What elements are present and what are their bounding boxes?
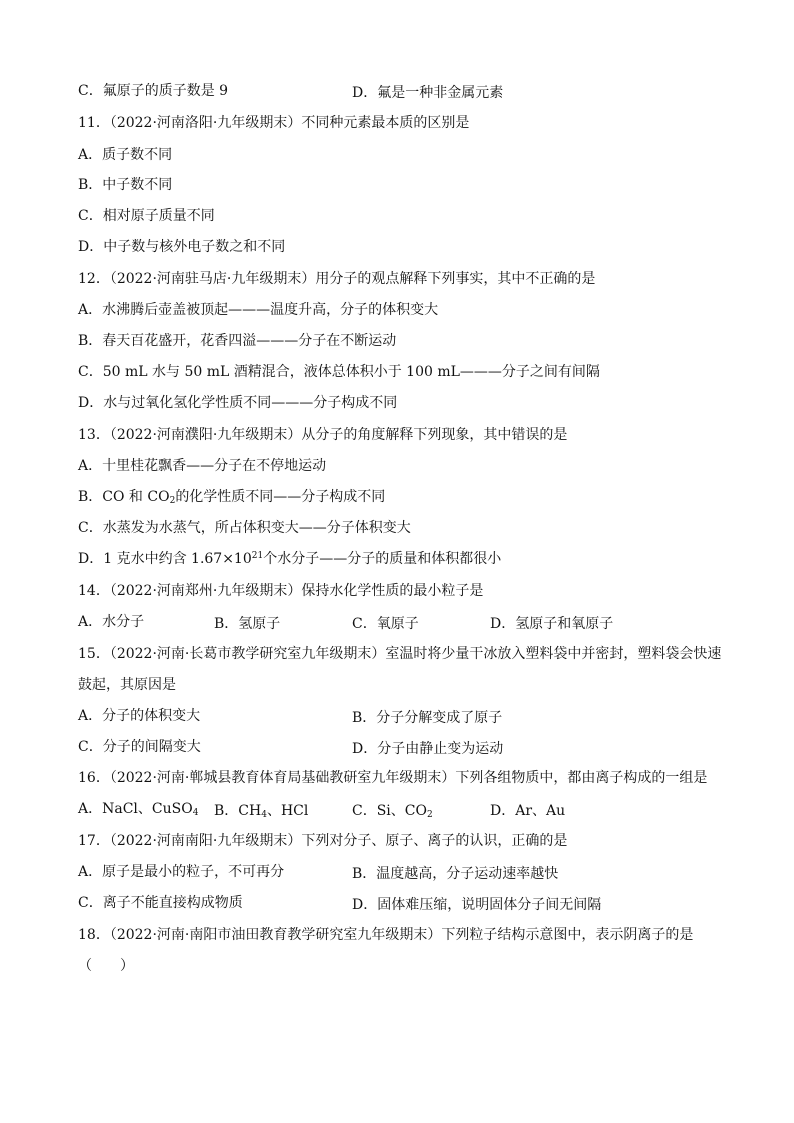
- q16-stem: 16．（2022·河南·郸城县教育体育局基础教研室九年级期末）下列各组物质中，都由离子构成的一组是: [78, 770, 708, 786]
- q13-option-a: A．十里桂花飘香——分子在不停地运动: [78, 458, 327, 474]
- q13-stem: 13．（2022·河南濮阳·九年级期末）从分子的角度解释下列现象，其中错误的是: [78, 427, 568, 443]
- q15-option-c: C．分子的间隔变大: [78, 739, 201, 755]
- q12-option-b: B．春天百花盛开，花香四溢———分子在不断运动: [78, 333, 397, 349]
- q11-option-c: C．相对原子质量不同: [78, 208, 215, 224]
- q17-option-d: D．固体难压缩，说明固体分子间无间隔: [352, 897, 602, 913]
- q15-option-a: A．分子的体积变大: [78, 708, 201, 724]
- q13-option-d-pre: D．1 克水中约含 1.67×10: [78, 551, 252, 567]
- q16-option-b-sub: 4: [261, 810, 267, 820]
- q13-option-b-post: 的化学性质不同——分子构成不同: [175, 489, 386, 505]
- q12-stem: 12．（2022·河南驻马店·九年级期末）用分子的观点解释下列事实，其中不正确的是: [78, 271, 596, 287]
- q13-option-c: C．水蒸发为水蒸气，所占体积变大——分子体积变大: [78, 520, 411, 536]
- q13-option-d: [78, 550, 501, 568]
- q15-stem-line1: 15．（2022·河南·长葛市教学研究室九年级期末）室温时将少量干冰放入塑料袋中并密封，塑料袋会快速: [78, 646, 722, 662]
- q16-option-c-pre: C．Si、CO: [352, 803, 427, 819]
- q12-option-d: D．水与过氧化氢化学性质不同———分子构成不同: [78, 395, 398, 411]
- q13-option-b-pre: B．CO 和 CO: [78, 489, 170, 505]
- q17-stem: 17．（2022·河南南阳·九年级期末）下列对分子、原子、离子的认识，正确的是: [78, 833, 568, 849]
- q15-option-d: D．分子由静止变为运动: [352, 741, 504, 757]
- q16-option-b: [214, 800, 308, 820]
- q16-option-a-sub: 4: [192, 808, 199, 818]
- q16-option-a: [78, 800, 198, 818]
- q12-option-c: C．50 mL 水与 50 mL 酒精混合，液体总体积小于 100 mL———分子之间有间隔: [78, 364, 600, 380]
- q15-stem-line2: 鼓起，其原因是: [78, 677, 176, 693]
- q14-option-c: C．氧原子: [352, 616, 419, 632]
- q13-option-d-post: 个水分子——分子的质量和体积都很小: [263, 551, 502, 567]
- q12-option-a: A．水沸腾后壶盖被顶起———温度升高，分子的体积变大: [78, 302, 439, 318]
- q11-stem: 11．（2022·河南洛阳·九年级期末）不同种元素最本质的区别是: [78, 115, 470, 131]
- q11-option-b: B．中子数不同: [78, 177, 173, 193]
- q10-option-c: C．氟原子的质子数是 9: [78, 83, 229, 99]
- q11-option-d: D．中子数与核外电子数之和不同: [78, 239, 286, 255]
- q16-option-c-sub: 2: [426, 810, 433, 820]
- q17-option-a: A．原子是最小的粒子，不可再分: [78, 864, 285, 880]
- q14-option-b: B．氢原子: [214, 616, 281, 632]
- q17-option-c: C．离子不能直接构成物质: [78, 895, 243, 911]
- q18-stem: 18．（2022·河南·南阳市油田教育教学研究室九年级期末）下列粒子结构示意图中，表示阴离子的是: [78, 927, 694, 943]
- q13-option-b: [78, 488, 385, 506]
- q14-option-a: A．水分子: [78, 614, 145, 630]
- q14-option-d: D．氢原子和氧原子: [490, 616, 614, 632]
- q13-option-d-sup: 21: [251, 551, 264, 561]
- q16-option-a-pre: A．NaCl、CuSO: [78, 801, 193, 817]
- q16-option-c: [352, 800, 433, 820]
- q17-option-b: B．温度越高，分子运动速率越快: [352, 866, 559, 882]
- q16-option-b-post: 、HCl: [266, 803, 309, 819]
- q10-option-d: D．氟是一种非金属元素: [352, 85, 504, 101]
- q13-option-b-sub: 2: [169, 496, 176, 506]
- q14-stem: 14．（2022·河南郑州·九年级期末）保持水化学性质的最小粒子是: [78, 583, 484, 599]
- q18-answer-blank: （ ）: [78, 958, 134, 974]
- q15-option-b: B．分子分解变成了原子: [352, 710, 503, 726]
- q16-option-d: D．Ar、Au: [490, 803, 566, 819]
- q16-option-b-pre: B．CH: [214, 803, 262, 819]
- q11-option-a: A．质子数不同: [78, 147, 173, 163]
